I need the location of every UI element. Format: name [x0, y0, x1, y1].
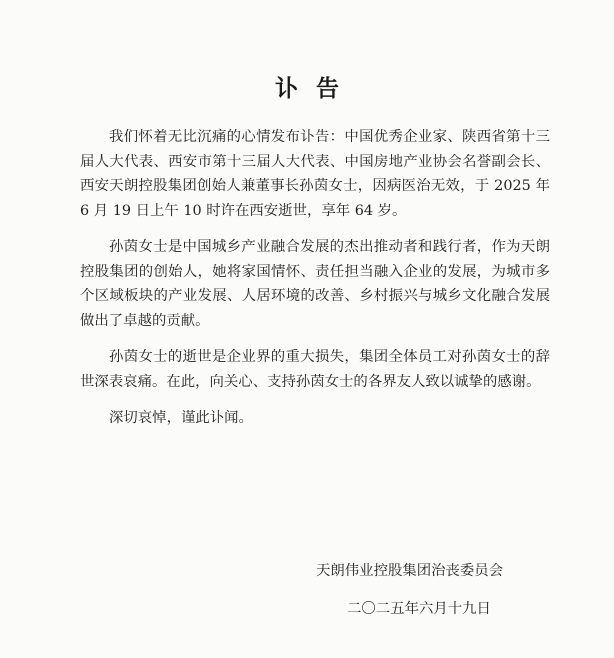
- signature-date: 二〇二五年六月十九日: [347, 601, 491, 617]
- document-body: [80, 125, 550, 443]
- paragraph-condolences: 孙茵女士的逝世是企业界的重大损失，集团全体员工对孙茵女士的辞世深表哀痛。在此，向关心、支持孙茵女士的各界友人致以诚挚的感谢。: [80, 349, 550, 390]
- document-title: 讣告: [275, 75, 357, 102]
- paragraph-announcement: 我们怀着无比沉痛的心情发布讣告：中国优秀企业家、陕西省第十三届人大代表、西安市第十三届人大代表、中国房地产业协会名誉副会长、西安天朗控股集团创始人兼董事长孙茵女士，因病医治无效，于 2025 年 6 月 19 日上午 10 时许在西安逝世，享年 64 岁。: [80, 129, 550, 219]
- paragraph-contributions: 孙茵女士是中国城乡产业融合发展的杰出推动者和践行者，作为天朗控股集团的创始人，她将家国情怀、责任担当融入企业的发展，为城市多个区域板块的产业发展、人居环境的改善、乡村振兴与城乡文化融合发展做出了卓越的贡献。: [80, 239, 550, 329]
- paragraph-closing: 深切哀悼，谨此讣闻。: [109, 410, 253, 426]
- signature-committee: 天朗伟业控股集团治丧委员会: [316, 563, 504, 579]
